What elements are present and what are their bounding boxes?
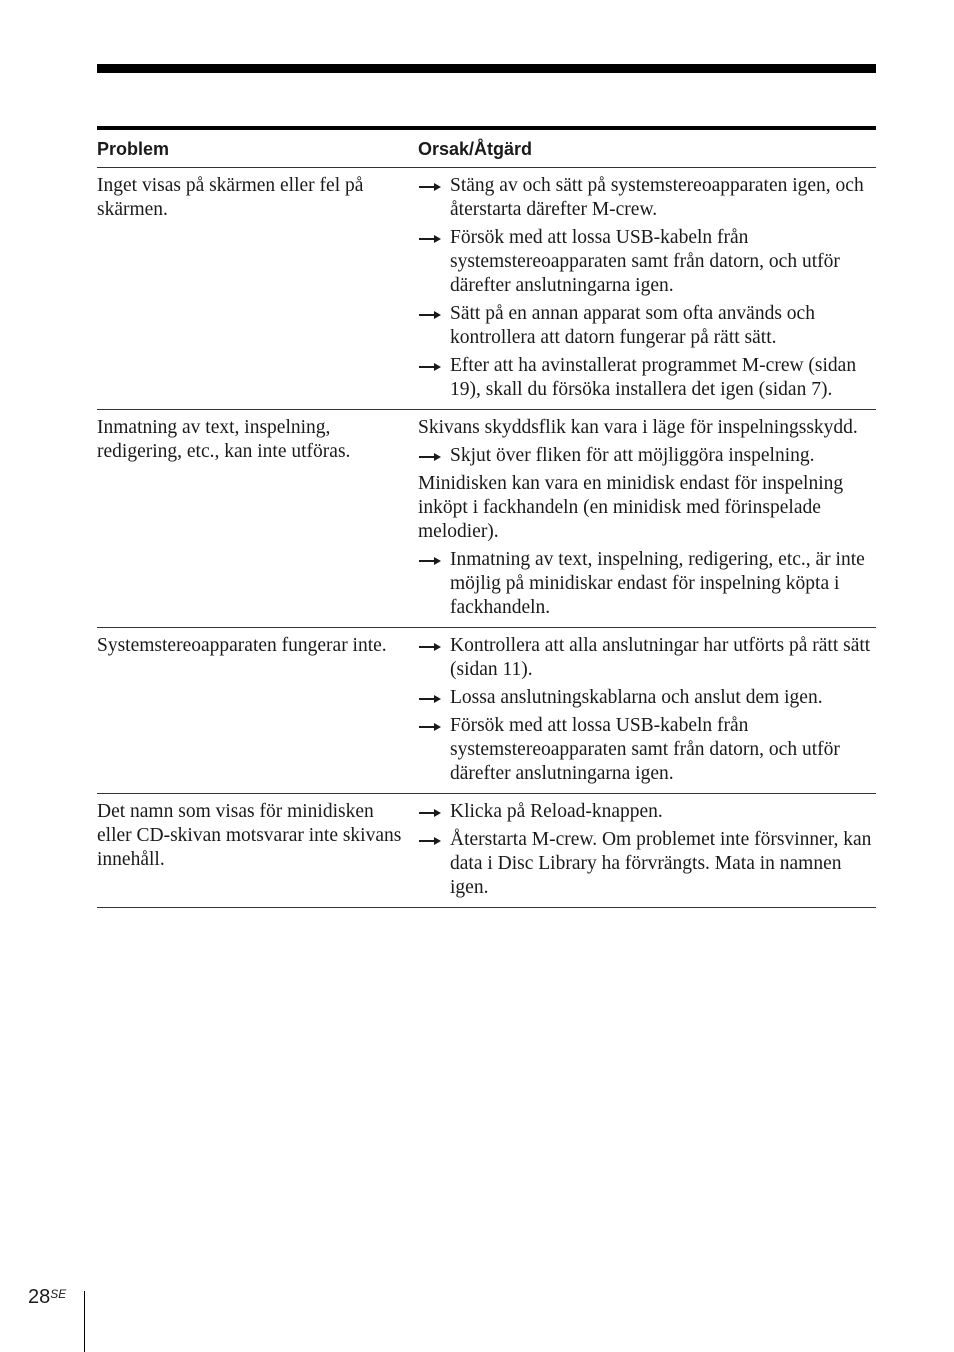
cause-cell [418,174,876,402]
cause-text: Minidisken kan vara en minidisk endast för inspelning inköpt i fackhandeln (en minidisk med förinspelade melodier). [418,473,844,542]
action-text: Stäng av och sätt på systemstereoapparaten igen, och återstarta därefter M-crew. [450,175,864,220]
header-problem: Problem [97,139,170,159]
action-text: Klicka på Reload-knappen. [450,801,663,822]
header-cause: Orsak/Åtgärd [418,139,533,159]
action-text: Återstarta M-crew. Om problemet inte försvinner, kan data i Disc Library ha förvrängts. Mata in namnen igen. [450,829,872,898]
action-item [418,828,876,900]
cause-text: Skivans skyddsflik kan vara i läge för inspelningsskydd. [418,417,858,438]
cause-cell [418,634,876,786]
action-item [418,548,876,620]
table-row [97,628,876,794]
action-item [418,444,876,468]
troubleshooting-table [97,126,876,908]
action-item [418,714,876,786]
action-text: Kontrollera att alla anslutningar har utförts på rätt sätt (sidan 11). [450,635,871,680]
margin-line [84,1291,85,1352]
arrow-right-icon [418,714,450,786]
action-text: Skjut över fliken för att möjliggöra inspelning. [450,445,815,466]
page-number-value: 28 [28,1286,51,1308]
arrow-right-icon [418,226,450,298]
action-text: Sätt på en annan apparat som ofta används och kontrollera att datorn fungerar på rätt sätt. [450,303,815,348]
action-item [418,174,876,222]
action-item [418,800,876,824]
problem-cell: Systemstereoapparaten fungerar inte. [97,635,387,656]
arrow-right-icon [418,800,450,824]
table-row [97,168,876,410]
arrow-right-icon [418,686,450,710]
top-rule [97,64,876,73]
table-body [97,168,876,908]
action-text: Lossa anslutningskablarna och anslut dem igen. [450,687,823,708]
problem-cell: Det namn som visas för minidisken eller CD-skivan motsvarar inte skivans innehåll. [97,801,402,870]
page-number [28,1286,66,1309]
arrow-right-icon [418,828,450,900]
arrow-right-icon [418,548,450,620]
action-text: Försök med att lossa USB-kabeln från systemstereoapparaten samt från datorn, och utför därefter anslutningarna igen. [450,715,840,784]
cause-cell [418,416,876,620]
table-row [97,410,876,628]
arrow-right-icon [418,302,450,350]
action-text: Försök med att lossa USB-kabeln från systemstereoapparaten samt från datorn, och utför därefter anslutningarna igen. [450,227,840,296]
arrow-right-icon [418,634,450,682]
arrow-right-icon [418,444,450,468]
arrow-right-icon [418,354,450,402]
action-item [418,686,876,710]
action-item [418,302,876,350]
problem-cell: Inget visas på skärmen eller fel på skärmen. [97,175,364,220]
cause-cell [418,800,876,900]
page-number-suffix: SE [50,1287,67,1301]
action-item [418,634,876,682]
arrow-right-icon [418,174,450,222]
table-header [97,130,876,168]
action-text: Efter att ha avinstallerat programmet M-crew (sidan 19), skall du försöka installera det igen (sidan 7). [450,355,857,400]
action-item [418,226,876,298]
table-row [97,794,876,908]
action-item [418,354,876,402]
action-text: Inmatning av text, inspelning, redigering, etc., är inte möjlig på minidiskar endast för inspelning köpta i fackhandeln. [450,549,865,618]
problem-cell: Inmatning av text, inspelning, redigering, etc., kan inte utföras. [97,417,351,462]
